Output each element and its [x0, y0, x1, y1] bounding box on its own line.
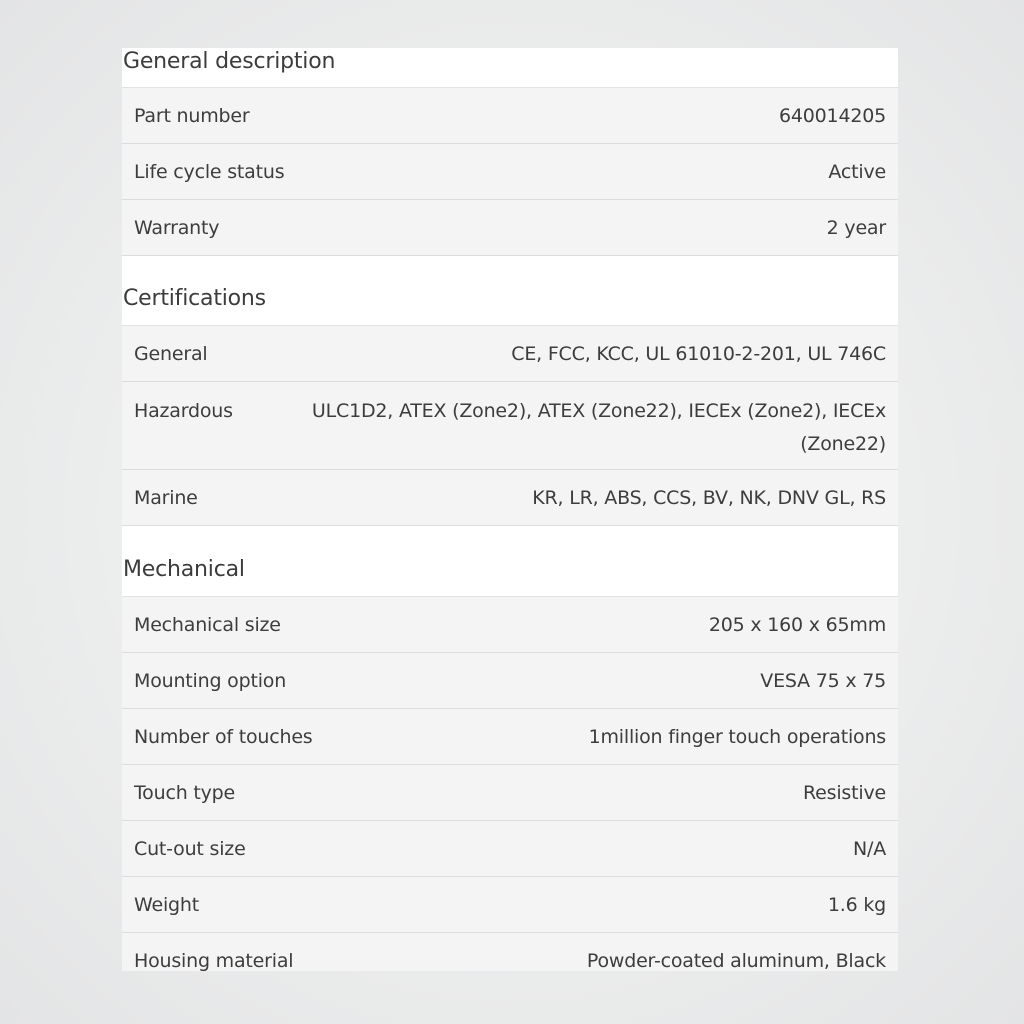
spec-label: Housing material — [134, 950, 294, 971]
spec-row-number-of-touches — [122, 709, 898, 765]
spec-value: Active — [828, 161, 886, 183]
spec-row-warranty — [122, 200, 898, 256]
spec-label: Cut-out size — [134, 838, 246, 860]
spec-label: Part number — [134, 105, 250, 127]
spec-value: 640014205 — [779, 105, 886, 127]
spec-value: Powder-coated aluminum, Black — [586, 950, 886, 971]
spec-row-touch-type — [122, 765, 898, 821]
spec-value: 205 x 160 x 65mm — [708, 614, 886, 636]
spec-value: CE, FCC, KCC, UL 61010-2-201, UL 746C — [511, 343, 886, 365]
section-title-certifications: Certifications — [122, 256, 898, 326]
spec-sheet — [122, 48, 898, 971]
spec-label: General — [134, 343, 208, 365]
spec-label: Hazardous — [134, 400, 233, 422]
spec-value: VESA 75 x 75 — [760, 670, 886, 692]
spec-row-marine — [122, 470, 898, 526]
spec-label: Weight — [134, 894, 199, 916]
spec-label: Mounting option — [134, 670, 287, 692]
spec-label: Number of touches — [134, 726, 313, 748]
spec-row-part-number — [122, 88, 898, 144]
spec-value: 1million finger touch operations — [588, 726, 886, 748]
spec-row-mechanical-size — [122, 597, 898, 653]
spec-label: Life cycle status — [134, 161, 285, 183]
spec-label: Touch type — [134, 782, 236, 804]
section-title-general-description: General description — [122, 48, 898, 88]
spec-row-hazardous — [122, 382, 898, 470]
spec-value: N/A — [852, 838, 886, 860]
spec-row-housing-material — [122, 933, 898, 971]
spec-value: ULC1D2, ATEX (Zone2), ATEX (Zone22), IECEx (Zone2), IECEx (Zone22) — [311, 400, 886, 455]
spec-value: Resistive — [803, 782, 886, 804]
spec-row-cut-out-size — [122, 821, 898, 877]
spec-row-life-cycle-status — [122, 144, 898, 200]
spec-value: KR, LR, ABS, CCS, BV, NK, DNV GL, RS — [532, 487, 886, 509]
spec-row-weight — [122, 877, 898, 933]
spec-row-mounting-option — [122, 653, 898, 709]
spec-row-general — [122, 326, 898, 382]
section-title-mechanical: Mechanical — [122, 526, 898, 597]
spec-value: 1.6 kg — [827, 894, 886, 916]
spec-label: Warranty — [134, 217, 220, 239]
spec-value: 2 year — [826, 217, 886, 239]
spec-label: Mechanical size — [134, 614, 281, 636]
spec-label: Marine — [134, 487, 198, 509]
